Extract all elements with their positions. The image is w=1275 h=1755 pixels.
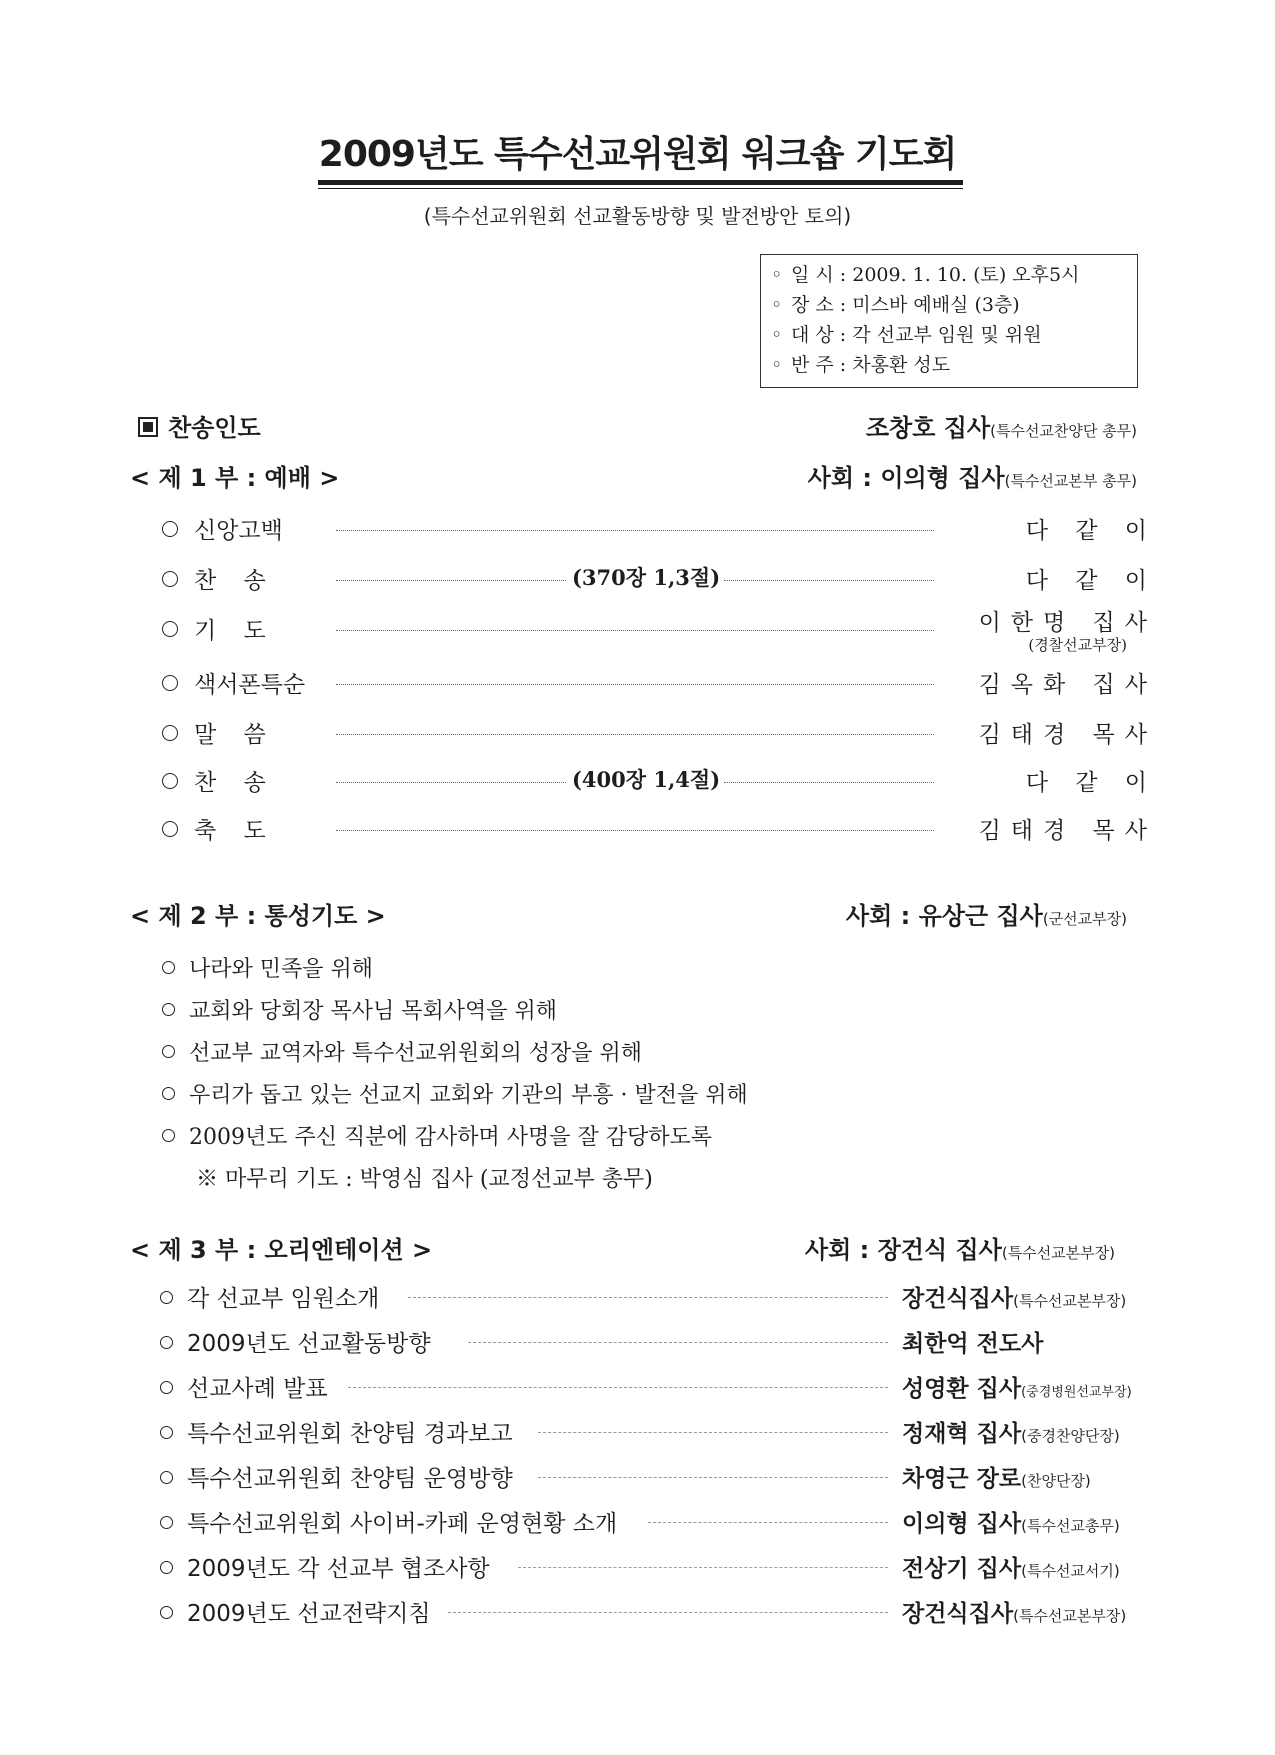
dotted-leader bbox=[336, 530, 934, 531]
part1-host bbox=[808, 458, 1137, 493]
circle-bullet-icon bbox=[162, 1129, 175, 1142]
program-item-person: 김옥화 집사 bbox=[978, 672, 1157, 698]
list-item-text: 2009년도 선교전략지침 bbox=[187, 1601, 431, 1627]
circle-bullet-icon bbox=[162, 1045, 175, 1058]
dotted-leader bbox=[336, 782, 566, 783]
program-item-person: 김태경 목사 bbox=[978, 818, 1157, 844]
list-item bbox=[162, 952, 373, 983]
bullet-icon: ◦ bbox=[771, 264, 783, 286]
circle-bullet-icon bbox=[160, 1426, 173, 1439]
dotted-leader bbox=[336, 580, 566, 581]
list-item bbox=[160, 1415, 513, 1448]
person-name: 전상기 집사 bbox=[902, 1556, 1022, 1582]
info-value: 2009. 1. 10. (토) 오후5시 bbox=[852, 264, 1080, 286]
person-role: (중경찬양단장) bbox=[1021, 1427, 1120, 1445]
program-item bbox=[162, 512, 283, 545]
list-item bbox=[162, 994, 557, 1025]
person-role: (찬양단장) bbox=[1021, 1472, 1091, 1490]
program-item-person: 다 같 이 bbox=[1025, 770, 1157, 796]
part1-heading: < 제 1 부 : 예배 > bbox=[130, 464, 340, 492]
list-item bbox=[160, 1325, 431, 1358]
list-item-text: 교회와 당회장 목사님 목회사역을 위해 bbox=[189, 999, 558, 1024]
info-label: 대 상 bbox=[791, 324, 834, 346]
list-item-text: 우리가 돕고 있는 선교지 교회와 기관의 부흥 · 발전을 위해 bbox=[189, 1083, 748, 1108]
dotted-leader bbox=[408, 1297, 888, 1298]
info-row-place: ◦ 장 소 : 미스바 예배실 (3층) bbox=[771, 290, 1127, 320]
list-item-text: 특수선교위원회 찬양팀 경과보고 bbox=[187, 1421, 513, 1447]
info-label: 반 주 bbox=[791, 354, 834, 376]
list-item bbox=[160, 1550, 490, 1583]
list-item bbox=[160, 1595, 431, 1628]
list-item-text: 나라와 민족을 위해 bbox=[189, 957, 374, 982]
dotted-leader bbox=[538, 1477, 888, 1478]
filled-square-icon bbox=[138, 417, 158, 437]
person-name: 최한억 전도사 bbox=[902, 1331, 1044, 1357]
list-item-person bbox=[902, 1595, 1126, 1628]
person-role: (특수선교서기) bbox=[1021, 1562, 1120, 1580]
list-item-person bbox=[902, 1415, 1120, 1448]
info-value: 차홍환 성도 bbox=[852, 354, 951, 376]
person-name: 정재혁 집사 bbox=[902, 1421, 1022, 1447]
list-item bbox=[160, 1460, 513, 1493]
person-name: 차영근 장로 bbox=[902, 1466, 1022, 1492]
info-label: 장 소 bbox=[791, 294, 834, 316]
list-item-person bbox=[902, 1460, 1091, 1493]
circle-bullet-icon bbox=[160, 1561, 173, 1574]
circle-bullet-icon bbox=[162, 521, 178, 537]
dotted-leader bbox=[336, 684, 934, 685]
circle-bullet-icon bbox=[160, 1291, 173, 1304]
circle-bullet-icon bbox=[162, 961, 175, 974]
program-item bbox=[162, 666, 305, 699]
circle-bullet-icon bbox=[162, 675, 178, 691]
list-item bbox=[160, 1505, 617, 1538]
dotted-leader bbox=[348, 1387, 888, 1388]
praise-lead-name: 조창호 집사 bbox=[865, 414, 991, 442]
dotted-leader bbox=[336, 830, 934, 831]
list-item-person bbox=[902, 1280, 1126, 1313]
list-item-text: 특수선교위원회 사이버-카페 운영현황 소개 bbox=[187, 1511, 618, 1537]
info-value: 미스바 예배실 (3층) bbox=[852, 294, 1020, 316]
list-item-text: 특수선교위원회 찬양팀 운영방향 bbox=[187, 1466, 513, 1492]
program-item-person: 다 같 이 bbox=[1025, 568, 1157, 594]
list-item bbox=[162, 1120, 712, 1151]
program-item bbox=[162, 562, 276, 595]
program-item-person: 김태경 목사 bbox=[978, 722, 1157, 748]
list-item-text: 2009년도 선교활동방향 bbox=[187, 1331, 431, 1357]
list-item-person bbox=[902, 1550, 1120, 1583]
title-underline bbox=[318, 180, 963, 185]
list-item bbox=[160, 1280, 379, 1313]
dotted-leader bbox=[724, 580, 934, 581]
circle-bullet-icon bbox=[160, 1471, 173, 1484]
circle-bullet-icon bbox=[162, 621, 178, 637]
person-role: (특수선교본부장) bbox=[1013, 1292, 1127, 1310]
document-subtitle: (특수선교위원회 선교활동방향 및 발전방안 토의) bbox=[423, 204, 852, 228]
program-item-label: 찬 송 bbox=[194, 770, 276, 796]
list-item-person bbox=[902, 1370, 1132, 1403]
list-item bbox=[160, 1370, 328, 1403]
person-name: 장건식집사 bbox=[902, 1601, 1014, 1627]
dotted-leader bbox=[724, 782, 934, 783]
program-item bbox=[162, 812, 276, 845]
circle-bullet-icon bbox=[160, 1606, 173, 1619]
program-item bbox=[162, 764, 276, 797]
list-item-text: 2009년도 각 선교부 협조사항 bbox=[187, 1556, 490, 1582]
program-item-label: 말 씀 bbox=[194, 722, 276, 748]
list-item-text: 2009년도 주신 직분에 감사하며 사명을 잘 감당하도록 bbox=[189, 1125, 712, 1150]
program-item-note: (400장 1,4절) bbox=[572, 767, 721, 792]
circle-bullet-icon bbox=[162, 1003, 175, 1016]
dotted-leader bbox=[448, 1612, 888, 1613]
program-item-person: 이한명 집사 bbox=[978, 610, 1157, 636]
person-name: 장건식집사 bbox=[902, 1286, 1014, 1312]
dotted-leader bbox=[648, 1522, 888, 1523]
program-item-label: 찬 송 bbox=[194, 568, 276, 594]
bullet-icon: ◦ bbox=[771, 294, 783, 316]
closing-prayer-note: ※ 마무리 기도 : 박영심 집사 (교정선교부 총무) bbox=[196, 1167, 653, 1192]
info-row-accompanist: ◦ 반 주 : 차홍환 성도 bbox=[771, 350, 1127, 380]
part2-host bbox=[846, 896, 1127, 931]
person-name: 성영환 집사 bbox=[902, 1376, 1022, 1402]
document-title: 2009년도 특수선교위원회 워크숍 기도회 bbox=[318, 134, 957, 175]
part3-host-role: (특수선교본부장) bbox=[1001, 1244, 1115, 1262]
person-name: 이의형 집사 bbox=[902, 1511, 1022, 1537]
praise-lead-label: 찬송인도 bbox=[168, 414, 261, 442]
part3-host-name: 사회 : 장건식 집사 bbox=[804, 1236, 1002, 1264]
program-item-label: 기 도 bbox=[194, 618, 276, 644]
circle-bullet-icon bbox=[162, 773, 178, 789]
program-item bbox=[162, 716, 276, 749]
bullet-icon: ◦ bbox=[771, 324, 783, 346]
bullet-icon: ◦ bbox=[771, 354, 783, 376]
program-item-person: 다 같 이 bbox=[1025, 518, 1157, 544]
list-item bbox=[162, 1036, 642, 1067]
program-item-person-role: (경찰선교부장) bbox=[1028, 636, 1127, 654]
dotted-leader bbox=[518, 1567, 888, 1568]
event-info-box bbox=[760, 254, 1138, 388]
list-item-text: 각 선교부 임원소개 bbox=[187, 1286, 380, 1312]
circle-bullet-icon bbox=[160, 1336, 173, 1349]
list-item-person bbox=[902, 1505, 1120, 1538]
person-role: (특수선교총무) bbox=[1021, 1517, 1120, 1535]
program-item-label: 축 도 bbox=[194, 818, 276, 844]
dotted-leader bbox=[336, 734, 934, 735]
program-item-label: 색서폰특순 bbox=[194, 672, 306, 698]
dotted-leader bbox=[336, 630, 934, 631]
list-item bbox=[162, 1078, 748, 1109]
list-item-text: 선교사례 발표 bbox=[187, 1376, 328, 1402]
person-role: (특수선교본부장) bbox=[1013, 1607, 1127, 1625]
program-item bbox=[162, 612, 276, 645]
title-underline-thin bbox=[318, 188, 963, 189]
circle-bullet-icon bbox=[162, 1087, 175, 1100]
circle-bullet-icon bbox=[160, 1516, 173, 1529]
praise-lead-role: (특수선교찬양단 총무) bbox=[990, 422, 1137, 440]
part2-host-role: (군선교부장) bbox=[1042, 910, 1127, 928]
person-role: (중경병원선교부장) bbox=[1021, 1385, 1132, 1400]
part3-host bbox=[805, 1230, 1115, 1265]
part3-heading: < 제 3 부 : 오리엔테이션 > bbox=[130, 1236, 433, 1264]
praise-lead-heading bbox=[138, 408, 261, 443]
circle-bullet-icon bbox=[162, 725, 178, 741]
info-value: 각 선교부 임원 및 위원 bbox=[852, 324, 1042, 346]
circle-bullet-icon bbox=[162, 571, 178, 587]
part1-host-role: (특수선교본부 총무) bbox=[1004, 472, 1137, 490]
info-row-audience: ◦ 대 상 : 각 선교부 임원 및 위원 bbox=[771, 320, 1127, 350]
list-item-person bbox=[902, 1325, 1043, 1358]
circle-bullet-icon bbox=[160, 1381, 173, 1394]
part2-heading: < 제 2 부 : 통성기도 > bbox=[130, 902, 386, 930]
program-item-note: (370장 1,3절) bbox=[572, 565, 721, 590]
praise-lead-person bbox=[866, 408, 1137, 443]
program-item-label: 신앙고백 bbox=[194, 518, 283, 544]
dotted-leader bbox=[468, 1342, 888, 1343]
info-label: 일 시 bbox=[791, 264, 834, 286]
list-item-text: 선교부 교역자와 특수선교위원회의 성장을 위해 bbox=[189, 1041, 643, 1066]
circle-bullet-icon bbox=[162, 821, 178, 837]
part1-host-name: 사회 : 이의형 집사 bbox=[807, 464, 1005, 492]
dotted-leader bbox=[538, 1432, 888, 1433]
part2-host-name: 사회 : 유상근 집사 bbox=[845, 902, 1043, 930]
info-row-date: ◦ 일 시 : 2009. 1. 10. (토) 오후5시 bbox=[771, 260, 1127, 290]
